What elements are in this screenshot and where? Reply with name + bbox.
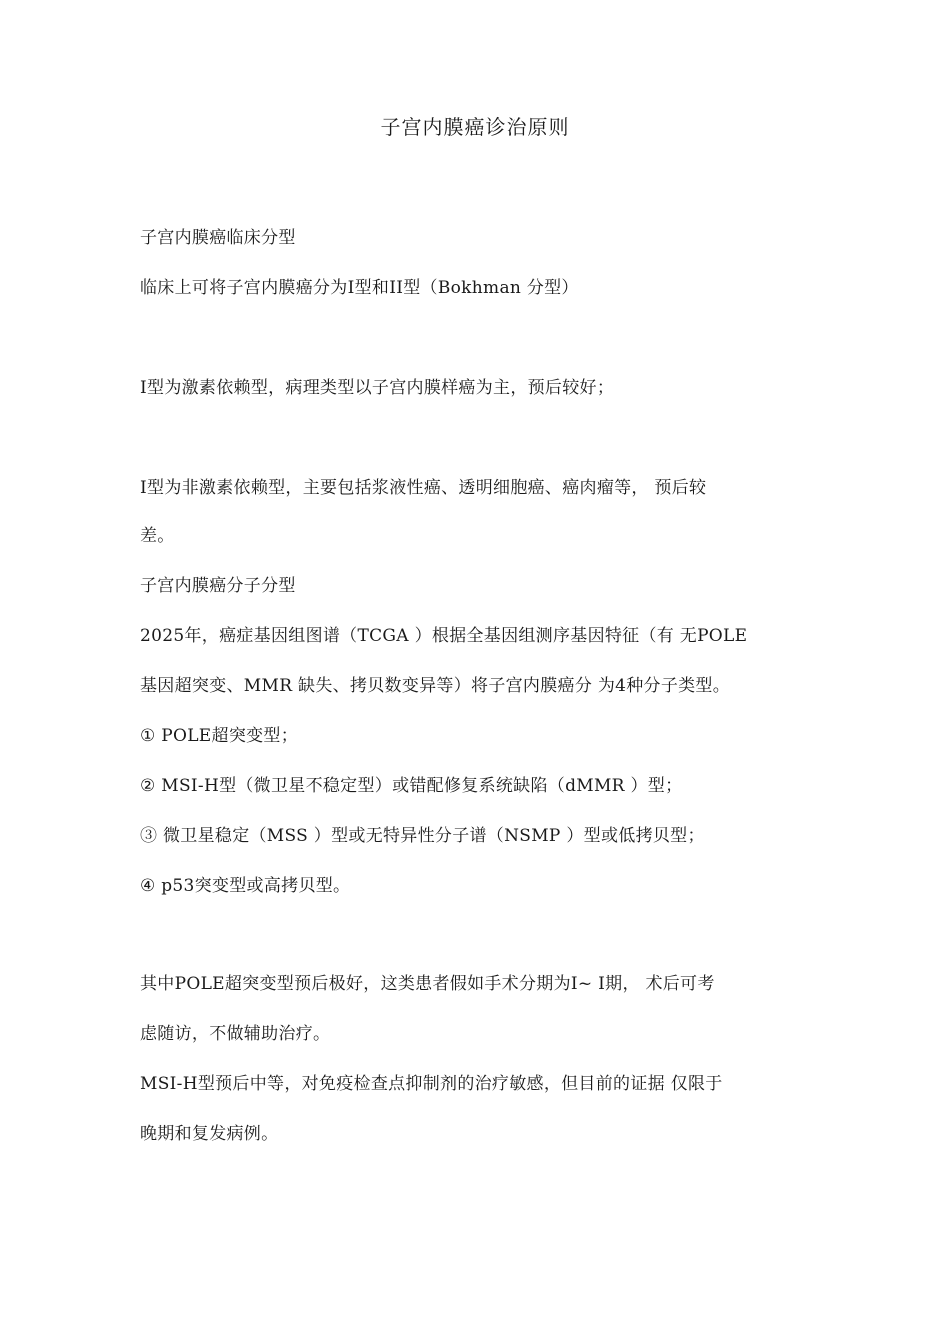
paragraph-line: MSI-H型预后中等，对免疫检查点抑制剂的治疗敏感，但目前的证据 仅限于 [140,1074,723,1094]
section-heading-molecular-classification: 子宫内膜癌分子分型 [140,576,296,596]
list-item: ② MSI-H型（微卫星不稳定型）或错配修复系统缺陷（dMMR ）型； [140,776,683,796]
paragraph-line: 2025年，癌症基因组图谱（TCGA ）根据全基因组测序基因特征（有 无POLE [140,626,748,646]
paragraph-line: 基因超突变、MMR 缺失、拷贝数变异等）将子宫内膜癌分 为4种分子类型。 [140,676,731,696]
list-item: ① POLE超突变型； [140,726,299,746]
paragraph-line: 晚期和复发病例。 [140,1124,279,1144]
paragraph-line: 虑随访，不做辅助治疗。 [140,1024,331,1044]
section-heading-clinical-classification: 子宫内膜癌临床分型 [140,228,296,248]
document-title: 子宫内膜癌诊治原则 [380,115,570,139]
paragraph-line: 临床上可将子宫内膜癌分为Ⅰ型和II型（Bokhman 分型） [140,278,579,298]
paragraph-line: Ⅰ型为非激素依赖型，主要包括浆液性癌、透明细胞癌、癌肉瘤等， 预后较 [140,478,707,498]
paragraph-line: 差。 [140,526,175,546]
list-item: ④ p53突变型或高拷贝型。 [140,876,351,896]
paragraph-line: 其中POLE超突变型预后极好，这类患者假如手术分期为Ⅰ~ Ⅰ期， 术后可考 [140,974,715,994]
list-item: ③ 微卫星稳定（MSS ）型或无特异性分子谱（NSMP ）型或低拷贝型； [140,826,705,846]
paragraph-line: Ⅰ型为激素依赖型，病理类型以子宫内膜样癌为主，预后较好； [140,378,615,398]
